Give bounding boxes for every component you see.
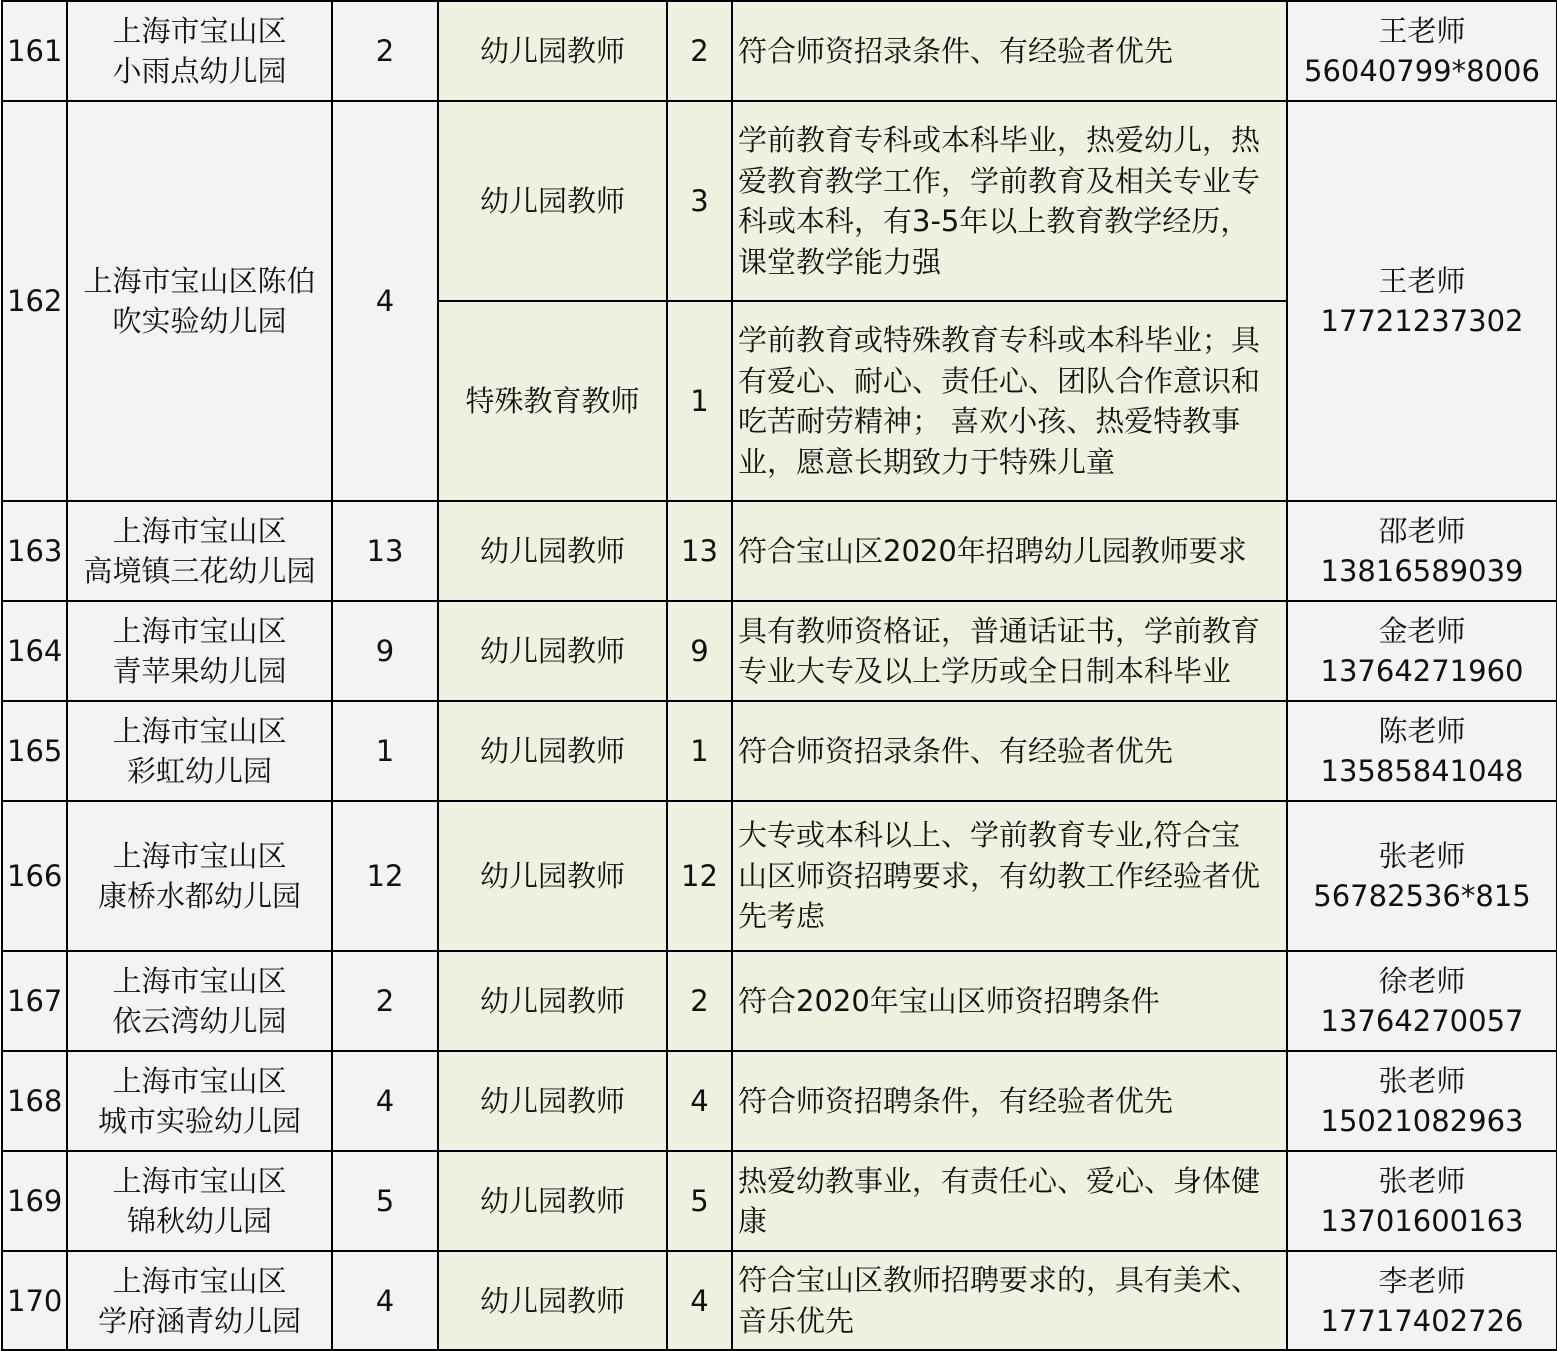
requirements: 符合宝山区教师招聘要求的，具有美术、 音乐优先 <box>732 1251 1287 1350</box>
row-number: 164 <box>2 601 67 701</box>
position-title: 幼儿园教师 <box>438 1051 667 1151</box>
position-title: 幼儿园教师 <box>438 501 667 601</box>
position-count: 1 <box>667 301 732 501</box>
kindergarten-name: 上海市宝山区 依云湾幼儿园 <box>67 951 332 1051</box>
total-openings: 5 <box>332 1151 438 1251</box>
total-openings: 4 <box>332 1251 438 1350</box>
total-openings: 12 <box>332 801 438 951</box>
kindergarten-name: 上海市宝山区 康桥水都幼儿园 <box>67 801 332 951</box>
row-number: 168 <box>2 1051 67 1151</box>
table-row <box>2 1151 1557 1251</box>
row-number: 169 <box>2 1151 67 1251</box>
contact: 王老师 56040799*8006 <box>1287 1 1557 101</box>
requirements: 符合师资招录条件、有经验者优先 <box>732 1 1287 101</box>
position-count: 12 <box>667 801 732 951</box>
total-openings: 4 <box>332 1051 438 1151</box>
row-number: 166 <box>2 801 67 951</box>
position-count: 9 <box>667 601 732 701</box>
kindergarten-name: 上海市宝山区 城市实验幼儿园 <box>67 1051 332 1151</box>
contact: 张老师 56782536*815 <box>1287 801 1557 951</box>
position-title: 幼儿园教师 <box>438 801 667 951</box>
contact: 邵老师 13816589039 <box>1287 501 1557 601</box>
contact: 徐老师 13764270057 <box>1287 951 1557 1051</box>
kindergarten-name: 上海市宝山区 高境镇三花幼儿园 <box>67 501 332 601</box>
requirements: 热爱幼教事业，有责任心、爱心、身体健 康 <box>732 1151 1287 1251</box>
requirements: 符合2020年宝山区师资招聘条件 <box>732 951 1287 1051</box>
kindergarten-name: 上海市宝山区 锦秋幼儿园 <box>67 1151 332 1251</box>
requirements: 符合师资招聘条件，有经验者优先 <box>732 1051 1287 1151</box>
position-count: 2 <box>667 1 732 101</box>
table-row <box>2 951 1557 1051</box>
contact: 张老师 15021082963 <box>1287 1051 1557 1151</box>
contact: 金老师 13764271960 <box>1287 601 1557 701</box>
table-row <box>2 1051 1557 1151</box>
total-openings: 4 <box>332 101 438 501</box>
position-title: 幼儿园教师 <box>438 1 667 101</box>
row-number: 170 <box>2 1251 67 1350</box>
table-row <box>2 701 1557 801</box>
total-openings: 1 <box>332 701 438 801</box>
position-count: 5 <box>667 1151 732 1251</box>
contact: 王老师 17721237302 <box>1287 101 1557 501</box>
position-title: 幼儿园教师 <box>438 701 667 801</box>
table-row <box>2 501 1557 601</box>
total-openings: 2 <box>332 1 438 101</box>
requirements: 符合宝山区2020年招聘幼儿园教师要求 <box>732 501 1287 601</box>
position-title: 幼儿园教师 <box>438 101 667 301</box>
requirements: 大专或本科以上、学前教育专业,符合宝 山区师资招聘要求，有幼教工作经验者优 先考虑 <box>732 801 1287 951</box>
kindergarten-name: 上海市宝山区 小雨点幼儿园 <box>67 1 332 101</box>
position-count: 3 <box>667 101 732 301</box>
row-number: 161 <box>2 1 67 101</box>
requirements: 学前教育或特殊教育专科或本科毕业；具 有爱心、耐心、责任心、团队合作意识和 吃苦耐劳精神； 喜欢小孩、热爱特教事 业，愿意长期致力于特殊儿童 <box>732 301 1287 501</box>
position-count: 4 <box>667 1051 732 1151</box>
row-number: 163 <box>2 501 67 601</box>
position-title: 幼儿园教师 <box>438 1251 667 1350</box>
kindergarten-name: 上海市宝山区 彩虹幼儿园 <box>67 701 332 801</box>
table-row <box>2 1251 1557 1350</box>
total-openings: 2 <box>332 951 438 1051</box>
row-number: 162 <box>2 101 67 501</box>
position-title: 幼儿园教师 <box>438 1151 667 1251</box>
row-number: 165 <box>2 701 67 801</box>
position-count: 1 <box>667 701 732 801</box>
contact: 陈老师 13585841048 <box>1287 701 1557 801</box>
position-title: 特殊教育教师 <box>438 301 667 501</box>
row-number: 167 <box>2 951 67 1051</box>
table-row <box>2 1 1557 101</box>
requirements: 具有教师资格证，普通话证书，学前教育 专业大专及以上学历或全日制本科毕业 <box>732 601 1287 701</box>
contact: 张老师 13701600163 <box>1287 1151 1557 1251</box>
total-openings: 13 <box>332 501 438 601</box>
recruitment-table <box>1 0 1557 1351</box>
kindergarten-name: 上海市宝山区 学府涵青幼儿园 <box>67 1251 332 1350</box>
position-title: 幼儿园教师 <box>438 601 667 701</box>
position-title: 幼儿园教师 <box>438 951 667 1051</box>
table-row <box>2 601 1557 701</box>
requirements: 学前教育专科或本科毕业，热爱幼儿，热 爱教育教学工作，学前教育及相关专业专 科或本科，有3-5年以上教育教学经历， 课堂教学能力强 <box>732 101 1287 301</box>
position-count: 2 <box>667 951 732 1051</box>
total-openings: 9 <box>332 601 438 701</box>
requirements: 符合师资招录条件、有经验者优先 <box>732 701 1287 801</box>
kindergarten-name: 上海市宝山区陈伯 吹实验幼儿园 <box>67 101 332 501</box>
position-count: 13 <box>667 501 732 601</box>
table-row <box>2 101 1557 301</box>
table-row <box>2 801 1557 951</box>
kindergarten-name: 上海市宝山区 青苹果幼儿园 <box>67 601 332 701</box>
contact: 李老师 17717402726 <box>1287 1251 1557 1350</box>
position-count: 4 <box>667 1251 732 1350</box>
